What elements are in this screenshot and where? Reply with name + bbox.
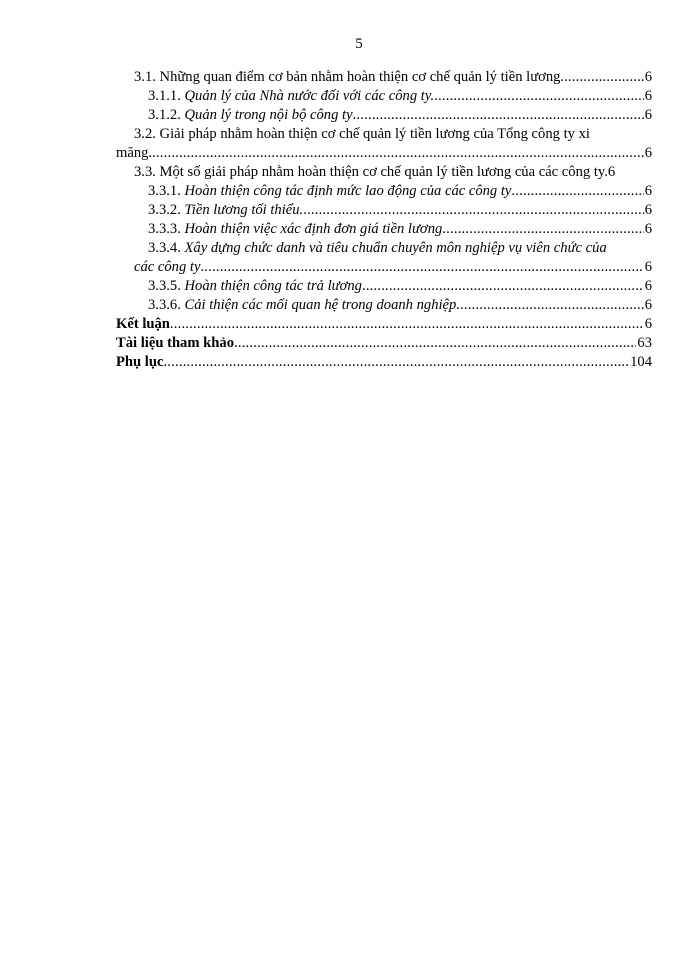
toc-entry-3-1[interactable] bbox=[116, 68, 652, 87]
toc-entry-title-line2: măng. bbox=[116, 145, 153, 161]
toc-entry-3-2[interactable] bbox=[116, 125, 652, 163]
toc-entry-title: Những quan điểm cơ bản nhằm hoàn thiện cơ chế quản lý tiền lương. bbox=[155, 69, 565, 85]
toc-entry-number: 3.3.5. bbox=[148, 278, 181, 294]
toc-entry-number: 3.3.4. bbox=[148, 240, 181, 256]
toc-entry-number: 3.3.2. bbox=[148, 202, 181, 218]
toc-entry-number: 3.1.1. bbox=[148, 88, 181, 104]
toc-entry-title: Hoàn thiện công tác định mức lao động của các công ty bbox=[180, 183, 512, 199]
toc-entry-title-line2: các công ty bbox=[134, 259, 201, 275]
toc-entry-page: 6 bbox=[644, 278, 652, 294]
toc-entry-3-3-3[interactable] bbox=[116, 220, 652, 239]
dot-leader bbox=[152, 144, 644, 163]
toc-entry-page: 6 bbox=[644, 88, 652, 104]
toc-entry-number: 3.1. bbox=[134, 69, 156, 85]
toc-entry-3-3[interactable]: 3.3. Một số giải pháp nhằm hoàn thiện cơ chế quản lý tiền lương của các công ty.6 bbox=[134, 164, 616, 180]
dot-leader bbox=[200, 258, 643, 277]
dot-leader bbox=[442, 220, 643, 239]
toc-entry-title: Phụ lục bbox=[116, 354, 164, 370]
dot-leader bbox=[234, 334, 636, 353]
toc-entry-ket-luan[interactable] bbox=[116, 315, 652, 334]
dot-leader bbox=[460, 296, 644, 315]
toc-entry-title: Cải thiện các mối quan hệ trong doanh nghiệp. bbox=[180, 297, 460, 313]
toc-entry-page: 6 bbox=[644, 107, 652, 123]
dot-leader bbox=[434, 87, 644, 106]
toc-entry-page: 6 bbox=[644, 183, 652, 199]
toc-entry-page: 6 bbox=[644, 202, 652, 218]
toc-entry-tai-lieu-tham-khao[interactable] bbox=[116, 334, 652, 353]
toc-entry-3-3-6[interactable] bbox=[116, 296, 652, 315]
toc-entry-title: Kết luận bbox=[116, 316, 170, 332]
page-number: 5 bbox=[355, 36, 363, 52]
toc-entry-title: Quản lý trong nội bộ công ty bbox=[180, 107, 353, 123]
toc-entry-page: 6 bbox=[644, 145, 652, 161]
dot-leader bbox=[303, 201, 643, 220]
toc-entry-3-3-5[interactable] bbox=[116, 277, 652, 296]
dot-leader bbox=[353, 106, 644, 125]
toc-entry-page: 6 bbox=[644, 316, 652, 332]
toc-entry-3-3-4[interactable] bbox=[116, 239, 652, 277]
dot-leader bbox=[511, 182, 643, 201]
toc-entry-page: 6 bbox=[644, 69, 652, 85]
toc-entry-title: Hoàn thiện công tác trả lương bbox=[180, 278, 362, 294]
toc-entry-3-3-1[interactable] bbox=[116, 182, 652, 201]
toc-entry-number: 3.1.2. bbox=[148, 107, 181, 123]
dot-leader bbox=[362, 277, 644, 296]
toc-entry-number: 3.3.3. bbox=[148, 221, 181, 237]
dot-leader bbox=[564, 68, 644, 87]
toc-entry-3-1-2[interactable] bbox=[116, 106, 652, 125]
toc-entry-title: Quản lý của Nhà nước đối với các công ty. bbox=[180, 88, 435, 104]
toc-entry-page: 6 bbox=[644, 297, 652, 313]
toc-entry-title-line1: 3.2. Giải pháp nhằm hoàn thiện cơ chế quản lý tiền lương của Tổng công ty xi bbox=[134, 126, 590, 142]
toc-entry-title: Tài liệu tham khảo bbox=[116, 335, 234, 351]
toc-entry-3-3-2[interactable] bbox=[116, 201, 652, 220]
toc-entry-title: Tiền lương tối thiểu. bbox=[180, 202, 304, 218]
dot-leader bbox=[170, 315, 644, 334]
toc-entry-phu-luc[interactable] bbox=[116, 353, 652, 372]
toc-entry-3-1-1[interactable] bbox=[116, 87, 652, 106]
dot-leader bbox=[163, 353, 629, 372]
toc-entry-number: 3.3.1. bbox=[148, 183, 181, 199]
toc-entry-page: 6 bbox=[644, 221, 652, 237]
toc-entry-page: 63 bbox=[637, 335, 652, 351]
toc-entry-title: Hoàn thiện việc xác định đơn giá tiền lương bbox=[180, 221, 443, 237]
table-of-contents bbox=[116, 68, 652, 372]
toc-entry-number: 3.3.6. bbox=[148, 297, 181, 313]
toc-entry-page: 6 bbox=[644, 259, 652, 275]
toc-entry-page: 104 bbox=[630, 354, 652, 370]
toc-entry-title-line1: Xây dựng chức danh và tiêu chuẩn chuyên môn nghiệp vụ viên chức của bbox=[180, 240, 607, 256]
